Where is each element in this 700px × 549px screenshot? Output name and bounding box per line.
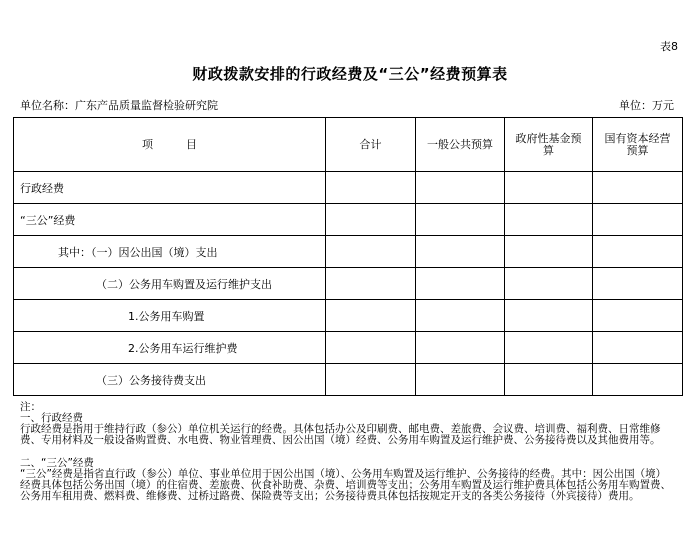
cell-general <box>416 332 505 364</box>
row-label: “三公”经费 <box>14 204 326 236</box>
cell-total <box>326 172 416 204</box>
header-general-budget: 一般公共预算 <box>416 118 505 172</box>
header-state-capital: 国有资本经营预算 <box>593 118 683 172</box>
cell-fund <box>505 236 593 268</box>
cell-capital <box>593 332 683 364</box>
row-label: （二）公务用车购置及运行维护支出 <box>14 268 326 300</box>
notes-section2-title: 二、“三公”经费 <box>20 457 94 469</box>
unit-name: 单位名称：广东产品质量监督检验研究院 <box>20 99 218 112</box>
notes-label: 注： <box>20 401 41 413</box>
cell-general <box>416 364 505 396</box>
cell-capital <box>593 172 683 204</box>
notes-section1-title: 一、行政经费 <box>20 412 83 424</box>
table-row <box>14 172 683 204</box>
cell-total <box>326 204 416 236</box>
notes-section <box>20 402 675 502</box>
cell-fund <box>505 332 593 364</box>
cell-total <box>326 300 416 332</box>
cell-capital <box>593 268 683 300</box>
cell-total <box>326 364 416 396</box>
row-label: 行政经费 <box>14 172 326 204</box>
cell-capital <box>593 300 683 332</box>
cell-fund <box>505 300 593 332</box>
cell-capital <box>593 236 683 268</box>
table-number: 表8 <box>660 40 678 53</box>
table-row <box>14 268 683 300</box>
notes-section2-text: “三公”经费是指省直行政（参公）单位、事业单位用于因公出国（境）、公务用车购置及运行维护、公务接待的经费。其中：因公出国（境）经费具体包括公务出国（境）的住宿费、差旅费、伙食补助费、杂费、培训费等支出；公务用车购置及运行维护费具体包括公务用车购置费、公务用车租用费、燃料费、维修费、过桥过路费、保险费等支出；公务接待费具体包括按规定开支的各类公务接待（外宾接待）费用。 <box>20 468 671 502</box>
cell-fund <box>505 172 593 204</box>
cell-fund <box>505 204 593 236</box>
table-row <box>14 332 683 364</box>
cell-general <box>416 300 505 332</box>
unit-measure: 单位：万元 <box>619 99 674 112</box>
row-label: 1.公务用车购置 <box>14 300 326 332</box>
table-header-row <box>14 118 683 172</box>
cell-total <box>326 268 416 300</box>
row-label: （三）公务接待费支出 <box>14 364 326 396</box>
cell-general <box>416 268 505 300</box>
cell-capital <box>593 204 683 236</box>
table-row <box>14 204 683 236</box>
cell-total <box>326 236 416 268</box>
row-label: 2.公务用车运行维护费 <box>14 332 326 364</box>
cell-general <box>416 236 505 268</box>
table-row <box>14 236 683 268</box>
header-gov-fund: 政府性基金预算 <box>505 118 593 172</box>
row-label: 其中：（一）因公出国（境）支出 <box>14 236 326 268</box>
page-title: 财政拨款安排的行政经费及“三公”经费预算表 <box>192 65 508 83</box>
header-total: 合计 <box>326 118 416 172</box>
notes-section1-text: 行政经费是指用于维持行政（参公）单位机关运行的经费。具体包括办公及印刷费、邮电费、差旅费、会议费、培训费、福利费、日常维修费、专用材料及一般设备购置费、水电费、物业管理费、因公出国（境）经费、公务用车购置及运行维护费、公务接待费以及其他费用等。 <box>20 423 661 446</box>
header-item: 项 目 <box>14 118 326 172</box>
cell-general <box>416 172 505 204</box>
cell-capital <box>593 364 683 396</box>
cell-total <box>326 332 416 364</box>
cell-general <box>416 204 505 236</box>
table-row <box>14 364 683 396</box>
cell-fund <box>505 364 593 396</box>
table-row <box>14 300 683 332</box>
budget-table <box>13 117 683 396</box>
cell-fund <box>505 268 593 300</box>
